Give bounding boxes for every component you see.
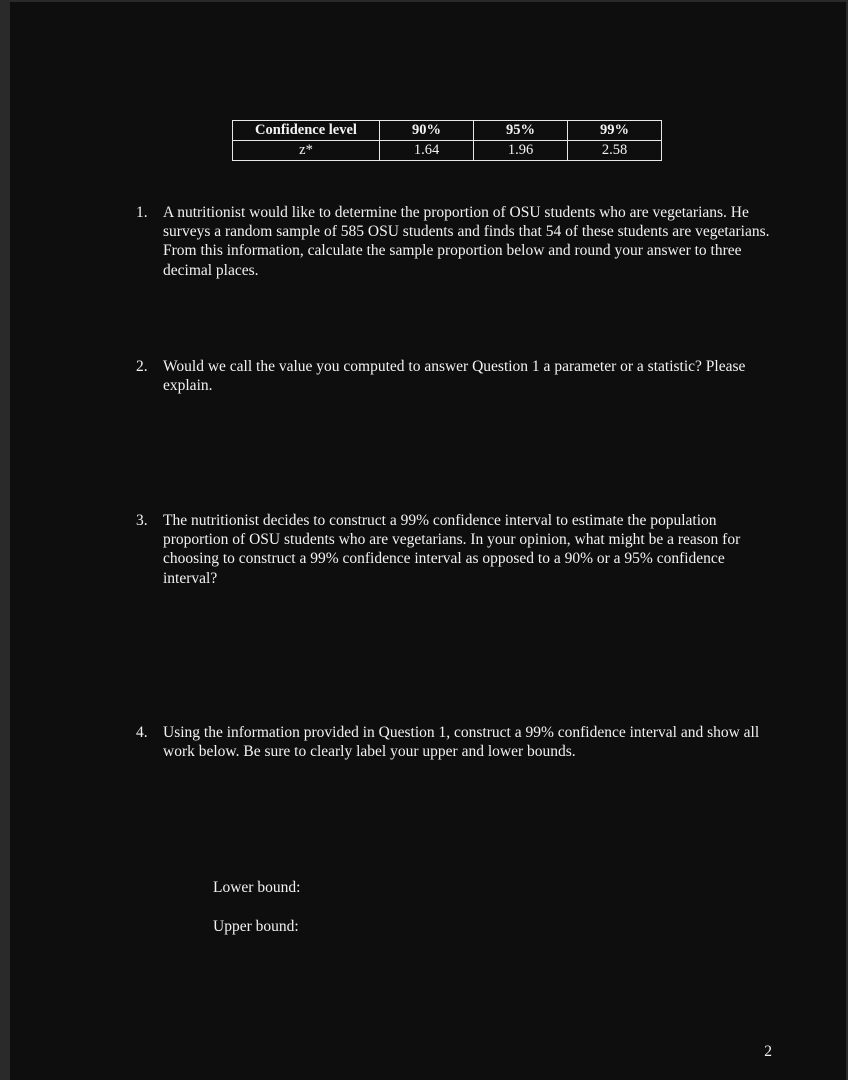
question-4 [136,723,776,761]
page-number: 2 [764,1043,772,1060]
table-header-cell: 95% [474,121,568,141]
question-1 [136,203,776,280]
question-text: A nutritionist would like to determine the proportion of OSU students who are vegetarians. He surveys a random sample of 585 OSU students and finds that 54 of these students are vegetarians. From this information, calculate the sample proportion below and round your answer to three decimal places. [163,204,770,279]
worksheet-page [10,2,846,1080]
table-header-row [233,121,662,141]
question-number: 4. [136,724,148,741]
question-number: 3. [136,512,148,529]
question-2 [136,357,776,395]
table-cell: 2.58 [568,141,662,161]
z-critical-value-table [232,120,662,161]
question-3 [136,511,776,588]
table-header-cell: 99% [568,121,662,141]
table-cell: 1.64 [380,141,474,161]
question-number: 1. [136,204,148,221]
upper-bound-label: Upper bound: [213,918,299,935]
question-number: 2. [136,358,148,375]
table-header-cell: Confidence level [233,121,380,141]
table-header-cell: 90% [380,121,474,141]
question-text: The nutritionist decides to construct a 99% confidence interval to estimate the population proportion of OSU students who are vegetarians. In your opinion, what might be a reason for choosing to construct a 99% confidence interval as opposed to a 90% or a 95% confidence interval? [163,512,741,587]
table-cell: 1.96 [474,141,568,161]
question-text: Would we call the value you computed to answer Question 1 a parameter or a statistic? Please explain. [163,358,746,395]
question-text: Using the information provided in Question 1, construct a 99% confidence interval and show all work below. Be sure to clearly label your upper and lower bounds. [163,724,760,761]
lower-bound-label: Lower bound: [213,879,301,896]
table-cell: z* [233,141,380,161]
table-row [233,141,662,161]
